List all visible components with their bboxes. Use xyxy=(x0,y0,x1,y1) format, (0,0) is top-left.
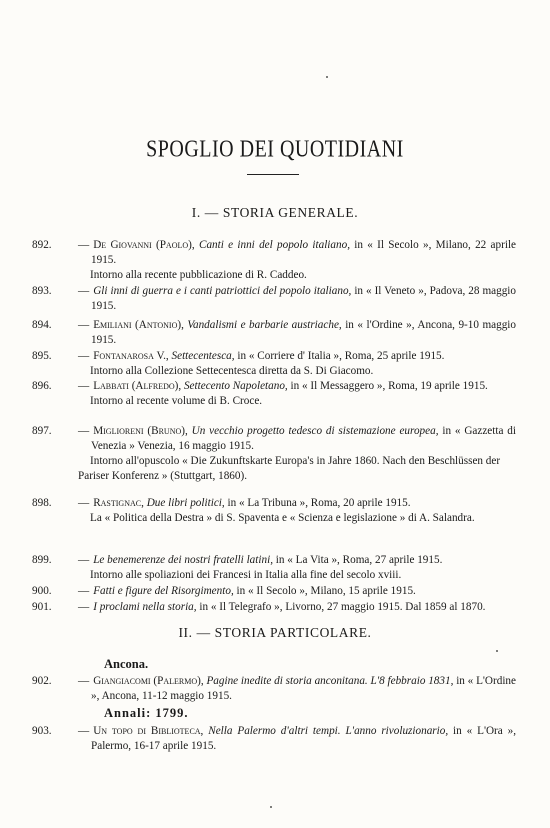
entry-title: Settecento Napoletano, xyxy=(183,380,288,392)
entry-number: 894. xyxy=(32,319,52,331)
section-heading-general: I. — STORIA GENERALE. xyxy=(191,205,359,220)
entry-note: Intorno alle spoliazioni dei Francesi in Italia alla fine del secolo xviii. xyxy=(90,569,402,581)
entry-number: 892. xyxy=(32,239,52,251)
entry-title: Un vecchio progetto tedesco di sistemazione europea, xyxy=(191,425,439,437)
entry-title: Nella Palermo d'altri tempi. L'anno rivoluzionario, xyxy=(208,725,449,737)
entry-title: Vandalismi e barbarie austriache, xyxy=(187,319,342,331)
entry-source: in « Il Secolo », Milano, 22 aprile 1915. xyxy=(91,239,517,266)
entry-title: Pagine inedite di storia anconitana. L'8 febbraio 1831, xyxy=(206,675,454,687)
entry-title: Canti e inni del popolo italiano, xyxy=(198,239,350,251)
entry-number: 900. xyxy=(32,585,52,597)
title-rule xyxy=(247,174,299,175)
page-title: SPOGLIO DEI QUOTIDIANI xyxy=(146,136,404,163)
entry-number: 898. xyxy=(32,497,52,509)
entry-source: in « L'Ordine », Ancona, 11-12 maggio 1915. xyxy=(91,675,516,702)
entry-900: 900. — Fatti e figure del Risorgimento, in « Il Secolo », Milano, 15 aprile 1915. xyxy=(32,585,416,597)
entry-number: 903. xyxy=(32,725,52,737)
entry-898: 898. — Rastignac, Due libri politici, in « La Tribuna », Roma, 20 aprile 1915. La « Politica della Destra » di S. Spaventa e « Scienza e legislazione » di A. Salandra. xyxy=(38,496,516,526)
entry-note: Intorno all'opuscolo « Die Zukunftskarte Europa's in Jahre 1860. Nach den Beschlüssen der Pariser Konferenz » (Stuttgart, 1860). xyxy=(78,455,501,482)
entry-source: in « La Vita », Roma, 27 aprile 1915. xyxy=(275,554,443,566)
entry-note: La « Politica della Destra » di S. Spaventa e « Scienza e legislazione » di A. Salandra. xyxy=(90,512,475,524)
entry-author: Miglioreni (Bruno), xyxy=(93,425,188,437)
entry-894: 894. — Emiliani (Antonio), Vandalismi e barbarie austriache, in « l'Ordine », Ancona, 9-10 maggio 1915. xyxy=(32,319,517,346)
entry-author: Emiliani (Antonio), xyxy=(93,319,184,331)
entry-897: 897. — Miglioreni (Bruno), Un vecchio progetto tedesco di sistemazione europea, in « Gazzetta di Venezia » Venezia, 16 maggio 1915. Intorno all'opuscolo « Die Zukunftskarte Europa's in Jahre 1860. Nach den Beschlüssen der Pariser Konferenz » (Stuttgart, 1860). xyxy=(32,425,516,482)
entry-892: 892. — De Giovanni (Paolo), Canti e inni del popolo italiano, in « Il Secolo », Milano, 22 aprile 1915. Intorno alla recente pubblicazione di R. Caddeo. xyxy=(32,239,517,281)
entry-903: 903. — Un topo di Biblioteca, Nella Palermo d'altri tempi. L'anno rivoluzionario, in « L'Ora », Palermo, 16-17 aprile 1915. xyxy=(32,725,516,752)
entry-author: Giangiacomi (Palermo), xyxy=(93,675,204,687)
entry-title: Settecentesca, xyxy=(171,350,235,362)
entry-893: 893. — Gli inni di guerra e i canti patriottici del popolo italiano, in « Il Veneto », Padova, 28 maggio 1915. xyxy=(32,285,517,312)
place-heading-annali: Annali: 1799. xyxy=(104,706,189,720)
entry-896: 896. — Labbati (Alfredo), Settecento Napoletano, in « Il Messaggero », Roma, 19 aprile 1915. Intorno al recente volume di B. Croce. xyxy=(38,379,516,409)
entry-number: 902. xyxy=(32,675,52,687)
entry-source: in « Il Telegrafo », Livorno, 27 maggio 1915. Dal 1859 al 1870. xyxy=(199,601,486,613)
entry-source: in « L'Ora », Palermo, 16-17 aprile 1915. xyxy=(91,725,516,752)
entry-number: 897. xyxy=(32,425,52,437)
entry-number: 901. xyxy=(32,601,52,613)
entry-source: in « Il Messaggero », Roma, 19 aprile 1915. xyxy=(290,380,488,392)
entry-902: 902. — Giangiacomi (Palermo), Pagine inedite di storia anconitana. L'8 febbraio 1831, in « L'Ordine », Ancona, 11-12 maggio 1915. xyxy=(32,675,516,702)
entry-title: Due libri politici, xyxy=(146,497,225,509)
entry-895: 895. — Fontanarosa V., Settecentesca, in « Corriere d' Italia », Roma, 25 aprile 1915. Intorno alla Collezione Settecentesca diretta da S. Di Giacomo. xyxy=(38,349,516,379)
entry-title: I proclami nella storia, xyxy=(93,601,197,613)
entry-source: in « Il Secolo », Milano, 15 aprile 1915. xyxy=(236,585,416,597)
entry-author: De Giovanni (Paolo), xyxy=(93,239,195,251)
entry-number: 896. xyxy=(32,380,52,392)
entry-number: 899. xyxy=(32,554,52,566)
place-heading-ancona: Ancona. xyxy=(104,657,149,671)
entry-source: in « Corriere d' Italia », Roma, 25 aprile 1915. xyxy=(237,350,445,362)
entry-author: Labbati (Alfredo), xyxy=(93,380,182,392)
entry-source: in « l'Ordine », Ancona, 9-10 maggio 1915. xyxy=(91,319,517,346)
entry-source: in « Gazzetta di Venezia » Venezia, 16 maggio 1915. xyxy=(91,425,516,452)
entry-901: 901. — I proclami nella storia, in « Il Telegrafo », Livorno, 27 maggio 1915. Dal 1859 al 1870. xyxy=(32,601,486,613)
entry-note: Intorno al recente volume di B. Croce. xyxy=(90,395,263,407)
paper-speck xyxy=(326,76,328,78)
entry-note: Intorno alla recente pubblicazione di R. Caddeo. xyxy=(90,269,307,281)
paper-speck xyxy=(496,650,498,652)
entry-source: in « Il Veneto », Padova, 28 maggio 1915. xyxy=(91,285,517,312)
entry-note: Intorno alla Collezione Settecentesca diretta da S. Di Giacomo. xyxy=(90,365,374,377)
entry-899: 899. — Le benemerenze dei nostri fratelli latini, in « La Vita », Roma, 27 aprile 1915. Intorno alle spoliazioni dei Francesi in Italia alla fine del secolo xviii. xyxy=(38,553,516,583)
section-heading-particular: II. — STORIA PARTICOLARE. xyxy=(178,625,372,640)
entry-author: Rastignac, xyxy=(93,497,144,509)
entry-source: in « La Tribuna », Roma, 20 aprile 1915. xyxy=(227,497,411,509)
entry-number: 895. xyxy=(32,350,52,362)
entry-title: Le benemerenze dei nostri fratelli latini, xyxy=(93,554,273,566)
entry-author: Un topo di Biblioteca, xyxy=(93,725,204,737)
entry-title: Fatti e figure del Risorgimento, xyxy=(93,585,234,597)
paper-speck xyxy=(270,806,272,808)
entry-number: 893. xyxy=(32,285,52,297)
entry-title: Gli inni di guerra e i canti patriottici del popolo italiano, xyxy=(93,285,352,297)
entry-author: Fontanarosa V., xyxy=(93,350,169,362)
